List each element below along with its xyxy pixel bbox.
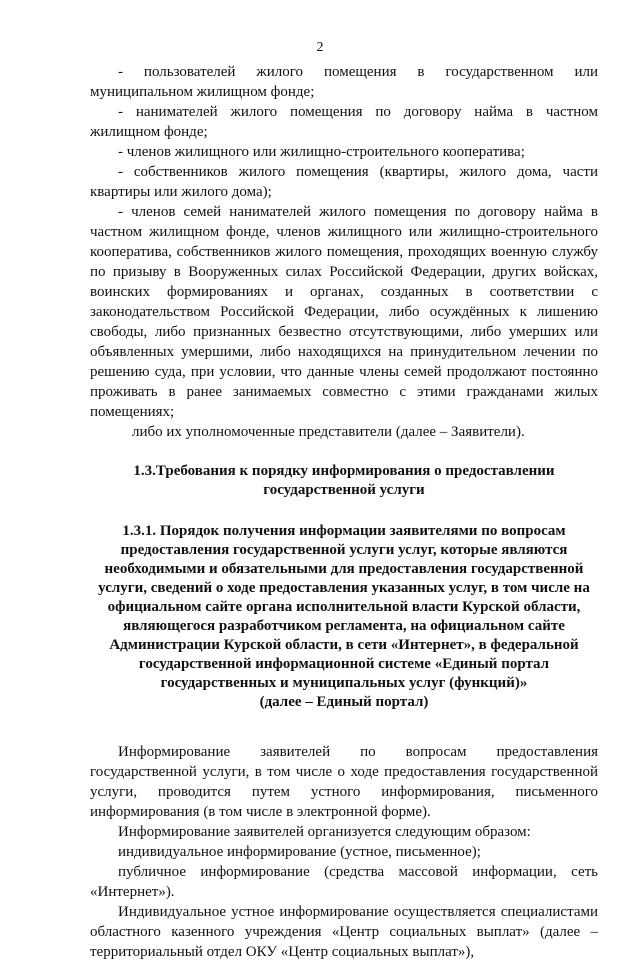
list-item-owners: - собственников жилого помещения (квартиры, жилого дома, части квартиры или жилого дома); (90, 164, 598, 200)
page-number: 2 (316, 40, 324, 55)
subsection-heading-line: предоставления государственной услуги услуг, которые являются (120, 542, 568, 558)
section-heading-line: 1.3.Требования к порядку информирования о предоставлении (133, 463, 555, 479)
subsection-heading-line: государственных и муниципальных услуг (функций)» (160, 675, 528, 691)
document-body (90, 62, 598, 962)
list-item-cooperative-members: - членов жилищного или жилищно-строительного кооператива; (118, 144, 525, 160)
paragraph-individual-informing: индивидуальное информирование (устное, письменное); (118, 844, 481, 860)
paragraph-informing-methods: Информирование заявителей по вопросам предоставления государственной услуги, в том числе о ходе предоставления государственной услуги, проводится путем устного информирования, письменного информирования (в том числе в электронной форме). (90, 744, 598, 820)
paragraph-oral-informing: Индивидуальное устное информирование осуществляется специалистами областного казенного учреждения «Центр социальных выплат» (далее – территориальный отдел ОКУ «Центр социальных выплат»), (90, 904, 598, 960)
list-item-users: - пользователей жилого помещения в государственном или муниципальном жилищном фонде; (90, 64, 598, 100)
subsection-heading (90, 522, 598, 712)
list-item-tenants: - нанимателей жилого помещения по договору найма в частном жилищном фонде; (90, 104, 598, 140)
paragraph-informing-organization: Информирование заявителей организуется следующим образом: (118, 824, 531, 840)
subsection-heading-line: 1.3.1. Порядок получения информации заявителями по вопросам (122, 523, 566, 539)
paragraph-public-informing: публичное информирование (средства массовой информации, сеть «Интернет»). (90, 864, 598, 900)
representatives-line: либо их уполномоченные представители (далее – Заявители). (132, 424, 525, 440)
section-heading-line: государственной услуги (263, 482, 425, 498)
subsection-heading-line: (далее – Единый портал) (259, 694, 429, 710)
subsection-heading-line: государственной информационной системе «Единый портал (138, 656, 550, 672)
subsection-heading-line: официальном сайте органа исполнительной власти Курской области, (107, 599, 581, 615)
section-heading (90, 462, 598, 500)
list-item-family-members: - членов семей нанимателей жилого помещения по договору найма в частном жилищном фонде, членов жилищного или жилищно-строительного кооператива, собственников жилого помещения, проходящих военную службу по призыву в Вооруженных силах Российской Федерации, других войсках, воинских формированиях и органах, созданных в соответствии с законодательством Российской Федерации, либо осуждённых к лишению свободы, либо признанных безвестно отсутствующими, либо умерших или объявленных умершими, либо находящихся на принудительном лечении по решению суда, при условии, что данные члены семей продолжают постоянно проживать в ранее занимаемых совместно с этими гражданами жилых помещениях; (90, 204, 598, 420)
subsection-heading-line: Администрации Курской области, в сети «Интернет», в федеральной (109, 637, 579, 653)
subsection-heading-line: услуги, сведений о ходе предоставления указанных услуг, в том числе на (98, 580, 590, 596)
subsection-heading-line: необходимыми и обязательными для предоставления государственной (104, 561, 584, 577)
subsection-heading-line: являющегося разработчиком регламента, на официальном сайте (123, 618, 565, 634)
